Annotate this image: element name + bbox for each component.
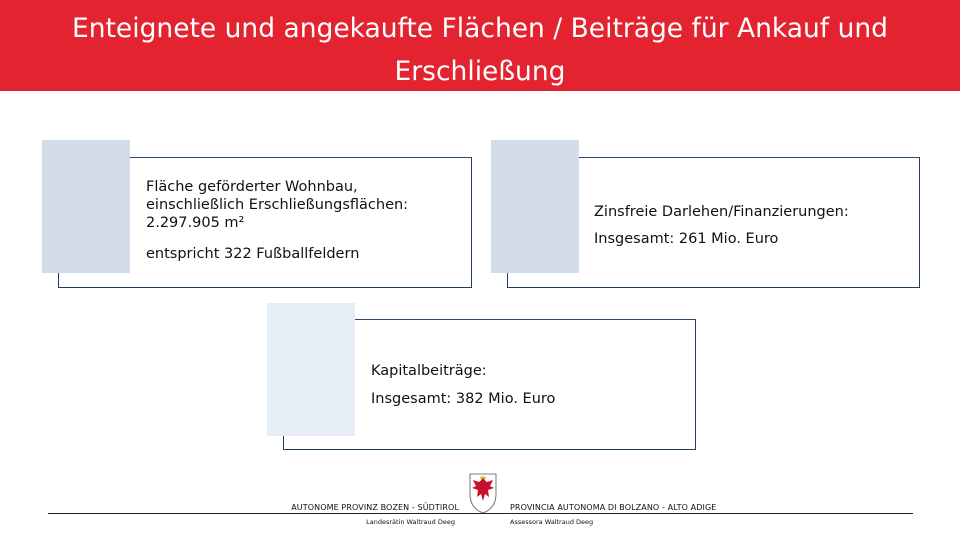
card-area-text [146, 178, 466, 263]
card-capital-text [371, 357, 691, 413]
card-area-line1: Fläche geförderter Wohnbau, [146, 179, 358, 195]
slide-title: Enteignete und angekaufte Flächen / Beiträge für Ankauf und Erschließung [72, 13, 888, 87]
card-capital-line2: Insgesamt: 382 Mio. Euro [371, 391, 556, 407]
eagle-coat-of-arms-icon [468, 470, 498, 514]
footer-left-org: AUTONOME PROVINZ BOZEN - SÜDTIROL [291, 503, 459, 512]
card-area-swatch [42, 140, 130, 273]
card-area-line4: entspricht 322 Fußballfeldern [146, 246, 360, 262]
card-loans-line2: Insgesamt: 261 Mio. Euro [594, 231, 779, 247]
card-area-line3: 2.297.905 m² [146, 215, 245, 231]
card-loans-swatch [491, 140, 579, 273]
card-capital-swatch [267, 303, 355, 436]
card-loans-text [594, 199, 914, 253]
card-area-line2: einschließlich Erschließungsflächen: [146, 197, 409, 213]
title-bar [0, 0, 960, 91]
card-loans-line1: Zinsfreie Darlehen/Finanzierungen: [594, 204, 849, 220]
footer-right-sub: Assessora Waltraud Deeg [510, 518, 594, 526]
card-capital-line1: Kapitalbeiträge: [371, 363, 487, 379]
footer-right-org: PROVINCIA AUTONOMA DI BOLZANO - ALTO ADIGE [510, 503, 717, 512]
footer-left-sub: Landesrätin Waltraud Deeg [366, 518, 455, 526]
